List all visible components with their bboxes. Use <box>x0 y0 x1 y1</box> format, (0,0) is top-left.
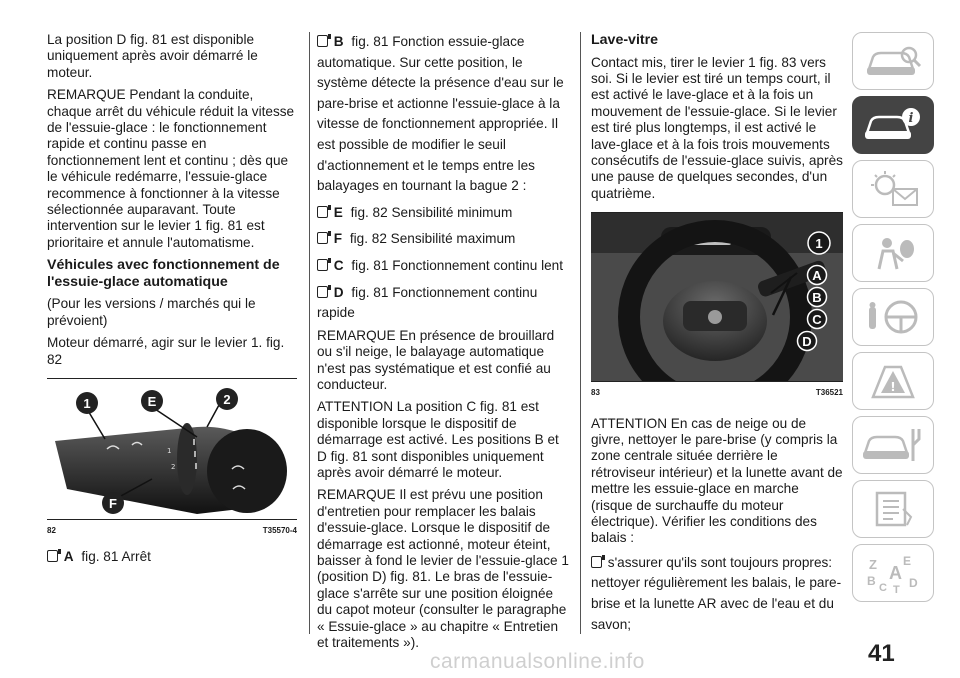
section-heading-auto-wipers: Véhicules avec fonctionnement de l'essuie-glace automatique <box>47 257 280 290</box>
tab-airbag[interactable] <box>852 224 934 282</box>
steering-wheel-photo <box>591 213 843 381</box>
alphabet-index-icon <box>863 553 923 593</box>
svg-text:T: T <box>893 584 900 593</box>
stalk-mark-2: 2 <box>171 462 176 471</box>
figure-number: 83 <box>591 388 600 398</box>
svg-text:D: D <box>909 576 918 590</box>
svg-text:i: i <box>908 111 914 126</box>
car-info-icon <box>863 105 923 145</box>
item-letter: F <box>333 231 343 247</box>
svg-text:Z: Z <box>869 557 877 572</box>
tab-warning-lights[interactable] <box>852 160 934 218</box>
item-letter: D <box>333 284 344 300</box>
warning-lights-icon <box>863 169 923 209</box>
item-text: fig. 81 Fonctionnement continu rapide <box>317 284 538 321</box>
item-text: fig. 81 Fonctionnement continu lent <box>351 257 563 273</box>
item-text: fig. 81 Arrêt <box>81 549 151 565</box>
figure-code: T36521 <box>815 388 843 398</box>
item-letter: E <box>333 204 343 220</box>
tab-alphabet-index[interactable] <box>852 544 934 602</box>
column-middle <box>317 32 569 657</box>
svg-text:C: C <box>879 582 887 593</box>
road-warning-icon <box>863 361 923 401</box>
figure-83 <box>591 212 843 401</box>
section-heading-lave-vitre: Lave-vitre <box>591 32 659 48</box>
list-item-f <box>317 229 569 250</box>
paragraph-moteur-demarre: Moteur démarré, agir sur le levier 1. fig. 82 <box>47 335 285 367</box>
callout-e: E <box>147 393 157 409</box>
steering-wheel-icon <box>863 297 923 337</box>
callout-a: A <box>812 268 822 284</box>
item-text: fig. 82 Sensibilité minimum <box>350 204 513 220</box>
callout-b: B <box>812 290 822 306</box>
list-item-e <box>317 203 569 224</box>
callout-f: F <box>109 495 117 511</box>
paragraph-remarque-conduite: REMARQUE Pendant la conduite, chaque arrêt du véhicule réduit la vitesse de l'essuie-glace : le fonctionnement rapide et continu passe en fonctionnement lent et continu ; dès que le véhicule redémarre, l'essuie-glace recommence à fonctionner à la vitesse sélectionnée auparavant. Toute intervention sur le levier 1 fig. 81 est prioritaire et annule l'automatisme. <box>47 87 295 250</box>
paragraph-attention-position-c: ATTENTION La position C fig. 81 est disponible lorsque le dispositif de démarrage est activé. Les positions B et D fig. 81 sont disponibles uniquement après avoir démarré le moteur. <box>317 399 559 480</box>
list-icon <box>863 489 923 529</box>
figure-caption <box>591 385 843 401</box>
paragraph-brouillard: REMARQUE En présence de brouillard ou s'il neige, le balayage automatique n'est pas systématique et est confié au conducteur. <box>317 327 555 392</box>
figure-code: T35570-4 <box>262 525 297 535</box>
paragraph-lave-vitre: Contact mis, tirer le levier 1 fig. 83 vers soi. Si le levier est tiré un temps court, il est activé le lave-glace et à la fois un mouvement de l'essuie-glace. Si le levier est tiré plus longtemps, il est activé le lave-glace et à la fois trois mouvements consécutifs de l'essuie-glace suivis, après une pause de quelques secondes, d'un quatrième. <box>591 54 843 201</box>
item-letter: C <box>333 257 344 273</box>
svg-text:E: E <box>903 554 912 568</box>
car-service-icon <box>863 425 923 465</box>
callout-2: 2 <box>223 391 231 407</box>
item-text: s'assurer qu'ils sont toujours propres: nettoyer régulièrement les balais, le pare-brise et la lunette AR avec de l'eau et du savon; <box>591 554 842 632</box>
column-divider <box>580 32 581 634</box>
paragraph-attention-neige: ATTENTION En cas de neige ou de givre, nettoyer le pare-brise (y compris la zone centrale située derrière le rétroviseur intérieur) et la lunette avant de mettre les essuie-glace en marche (risque de surchauffe du moteur électrique). Vérifier les conditions des balais : <box>591 415 843 546</box>
tab-car-service[interactable] <box>852 416 934 474</box>
checkbox-bullet-icon <box>317 286 328 298</box>
tab-list[interactable] <box>852 480 934 538</box>
checkbox-bullet-icon <box>317 206 328 218</box>
item-text: fig. 81 Fonction essuie-glace automatique. Sur cette position, le système détecte la présence d'eau sur le pare-brise et actionne l'essuie-glace à la vitesse de fonctionnement appropriée. Il est possible de modifier le seuil d'actionnement et le temps entre les balayages en tournant la bague 2 : <box>317 34 564 194</box>
callout-c: C <box>812 312 822 328</box>
checkbox-bullet-icon <box>591 556 602 568</box>
checkbox-bullet-icon <box>47 550 58 562</box>
item-letter: A <box>63 549 74 565</box>
callout-1: 1 <box>83 395 91 411</box>
wiper-stalk-illustration <box>47 379 297 519</box>
callout-d: D <box>802 334 812 350</box>
item-letter: B <box>333 34 344 49</box>
checkbox-bullet-icon <box>317 259 328 271</box>
tab-steering-wheel[interactable] <box>852 288 934 346</box>
stalk-mark-1: 1 <box>167 446 172 455</box>
figure-82 <box>47 378 297 539</box>
figure-number: 82 <box>47 525 56 535</box>
chapter-sidebar <box>852 32 934 608</box>
watermark: carmanualsonline.info <box>430 650 645 673</box>
figure-caption <box>47 523 297 539</box>
svg-text:B: B <box>867 574 876 588</box>
svg-text:A: A <box>889 563 902 583</box>
callout-1: 1 <box>815 236 823 252</box>
figure-bottom-rule <box>47 519 297 520</box>
list-item-c <box>317 256 569 277</box>
paragraph-position-entretien: REMARQUE Il est prévu une position d'entretien pour remplacer les balais d'essuie-glace. Lorsque le dispositif de démarrage est actionné, moteur éteint, baisser à fond le levier de l'essuie-glace 1 (position D) fig. 81. Le bras de l'essuie-glace s'arrête sur une position éloignée du capot moteur (consulter le paragraphe « Essuie-glace » au chapitre « Entretien et traitements »). <box>317 487 569 651</box>
list-item-a <box>47 549 297 565</box>
list-item-b <box>317 32 569 197</box>
column-divider <box>309 32 310 634</box>
svg-text:!: ! <box>890 380 896 394</box>
list-item-d <box>317 283 569 324</box>
list-item-balais <box>591 553 843 635</box>
item-text: fig. 82 Sensibilité maximum <box>349 231 516 247</box>
column-right <box>591 32 843 641</box>
car-search-icon <box>863 41 923 81</box>
airbag-icon <box>863 233 923 273</box>
figure-bottom-rule <box>591 381 843 382</box>
tab-road-warning[interactable] <box>852 352 934 410</box>
tab-car-search[interactable] <box>852 32 934 90</box>
checkbox-bullet-icon <box>317 35 328 47</box>
page-number: 41 <box>868 640 895 667</box>
column-left <box>47 32 297 572</box>
paragraph-versions: (Pour les versions / marchés qui le prévoient) <box>47 296 256 328</box>
tab-car-info[interactable] <box>852 96 934 154</box>
paragraph-position-d: La position D fig. 81 est disponible uniquement après avoir démarré le moteur. <box>47 32 258 80</box>
checkbox-bullet-icon <box>317 232 328 244</box>
